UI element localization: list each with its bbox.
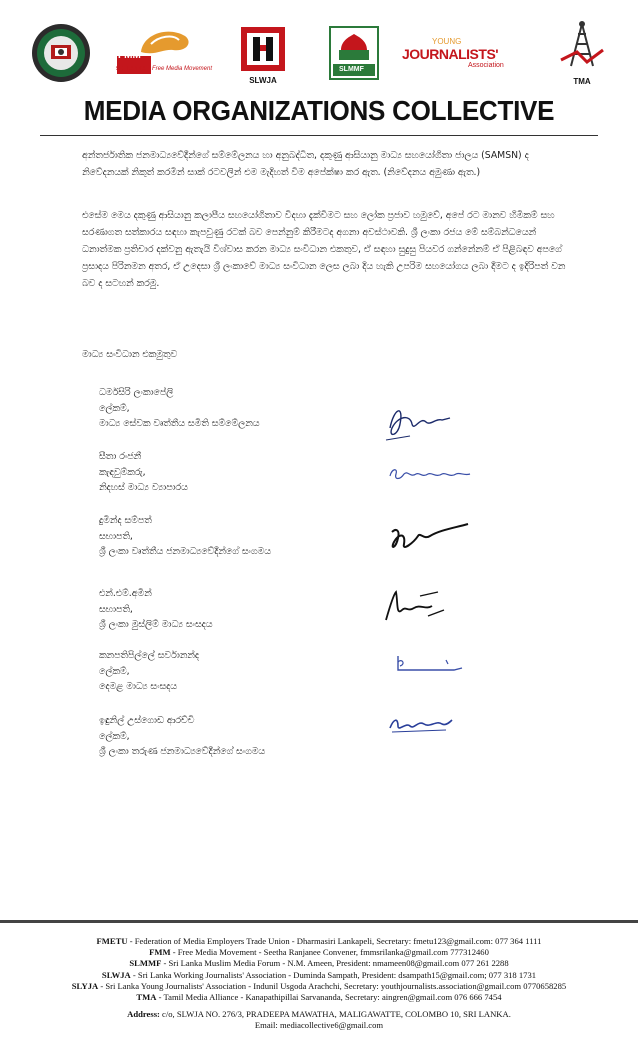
body-paragraph-2: එසේම මෙය දකුණු ආසියානු කලාපීය සහයෝගිතාව විදහා දැක්වීමට සහ ලෝක ප්‍රජාව හමුවේ, අපේ රට මානව හිමිකම් සහ සරණාගත සත්කාරය සඳහා කැපවුණු රටක් බව පෙන්නුම් කිරීමටද අගනා අවස්ථාවකි. ශ්‍රී ලංකා රජය මේ සම්බන්ධයෙන් ධනාත්මක ප්‍රතිචාර දක්වනු ඇතැයි විශ්වාස කරන මාධ්‍ය සංවිධාන එකතුව, ඒ සඳහා සුදුසු පියවර ගන්නේනම් ඒ පිළිබඳව අපගේ ප්‍රසාදය පිරිනමන අතර, ඒ උදෙසා ශ්‍රී ලංකාවේ මාධ්‍ය සංවිධාන ලෙස ලබා දිය හැකි උපරිම සහයෝගය ලබා දීමට ද ඉදිරිපත් වන බව ද සටහන් කරමු. [82,210,566,289]
footer-line [0,970,638,981]
signatory-role: සභාපති, [99,603,133,615]
title-divider [40,135,598,136]
yja-journalists-text: JOURNALISTS' [402,46,499,62]
fmm-logo [110,14,215,92]
address-label: Address: [127,1009,160,1020]
body-paragraph-1: අන්තර්ජාතික ජනමාධ්‍යවේදීන්ගේ සම්මේලනය හා අනුබද්ධිත, දකුණු ආසියානු මාධ්‍ය සහයෝගිතා ජාලය (SAMSN) ද නිවේදනයක් නිකුත් කරමින් සාක් රටවලින් එම මැදිහත් වීම අපේක්ෂා කර ඇත. (නිවේදනය අමුණා ඇත.) [82,150,529,178]
tma-logo-text: TMA [573,77,591,86]
signature-image [380,586,450,630]
yja-association-text: Association [468,62,504,69]
signatory-block [99,513,271,560]
address-text: c/o, SLWJA NO. 276/3, PRADEEPA MAWATHA, MALIGAWATTE, COLOMBO 10, SRI LANKA. [159,1009,511,1020]
fmetu-logo [30,14,92,92]
slwja-logo-text: SLWJA [249,76,277,85]
footer-line [0,936,638,947]
fmm-name-text: Free Media Movement [152,66,213,72]
footer-line-text: - Tamil Media Alliance - Kanapathipillai Sarvananda, Secretary: aingren@gmail.com 076 666 7454 [156,992,502,1003]
fmm-country-text: SRI LANKA [116,66,146,72]
signatory-org: ශ්‍රී ලංකා තරුණ ජනමාධ්‍යවේදීන්ගේ සංගමය [99,746,266,757]
tma-logo [554,14,610,92]
signatory-org: ශ්‍රී ලංකා මුස්ලිම් මාධ්‍ය සංසදය [99,619,213,630]
signatory-block [99,713,265,760]
footer-line-text: - Sri Lanka Young Journalists' Association - Indunil Usgoda Arachchi, Secretary: youthjournalists.association@gmail.com 0770658285 [98,980,567,991]
signatory-name: දුමින්ද සම්පත් [99,515,152,526]
signatory-role: ලේකම්, [99,402,130,414]
footer-abbr: FMM [149,947,171,958]
signatory-block [99,385,259,432]
signature-image [386,712,456,736]
footer-abbr: SLYJA [71,980,99,991]
signatory-role: ලේකම්, [99,730,130,742]
signatory-org: දෙමළ මාධ්‍ය සංසදය [99,681,177,692]
footer-abbr: TMA [136,992,157,1003]
signatory-name: කනපතිපිල්ලේ සර්වානන්ද [99,650,199,661]
signatory-block [99,648,199,695]
footer-line-text: - Free Media Movement - Seetha Ranjanee Convener, fmmsrilanka@gmail.com 777312460 [170,947,489,958]
signature-image [392,652,464,676]
signatory-org: මාධ්‍ය සේවක වෘත්තීය සමිති සම්මේලනය [99,418,260,429]
signatory-name: එන්.එම්.අමීන් [99,588,152,599]
signature-image [384,518,474,560]
footer-line [0,981,638,992]
yja-logo [402,14,528,92]
signatory-role: ලේකම්, [99,665,130,677]
footer-abbr: FMETU [96,936,128,946]
footer [0,936,638,1032]
footer-abbr: SLWJA [101,969,131,980]
signatory-name: සීතා රංජනී [99,451,142,462]
footer-line [0,947,638,958]
footer-email: Email: mediacollective6@gmail.com [254,1020,384,1031]
slmmf-logo [328,14,380,92]
yja-young-text: YOUNG [432,37,462,46]
footer-address [0,1009,638,1020]
signature-image [380,398,456,442]
footer-line-text: - Federation of Media Employers Trade Union - Dharmasiri Lankapeli, Secretary: fmetu123@gmail.com: 077 364 1111 [127,936,542,946]
footer-divider [0,920,638,923]
signature-image [386,462,476,486]
signatory-block [99,449,188,496]
footer-abbr: SLMMF [129,958,162,969]
slmmf-logo-text: SLMMF [339,66,364,73]
signatory-name: ඉඳුනිල් උස්ගොඩ ආරච්චි [99,715,195,726]
signatory-org: නිදහස් මාධ්‍ය ව්‍යාපාරය [99,482,188,493]
signatory-role: කැඳවුම්කරු, [99,466,146,478]
signatory-block [99,586,212,633]
collective-label: මාධ්‍ය සංවිධාන එකමුතුව [82,349,178,360]
logo-bar [24,14,619,94]
signatory-role: සභාපති, [99,530,133,542]
footer-line-text: - Sri Lanka Muslim Media Forum - N.M. Ameen, President: nmameen08@gmail.com 077 261 2288 [161,958,509,969]
signatory-org: ශ්‍රී ලංකා වෘත්තීය ජනමාධ්‍යවේදීන්ගේ සංගමය [99,546,271,557]
footer-line [0,958,638,969]
page-title: MEDIA ORGANIZATIONS COLLECTIVE [83,95,555,126]
signatory-name: ධර්මසිරි ලංකාපේලි [99,387,174,398]
slwja-logo [236,14,290,92]
footer-line-text: - Sri Lanka Working Journalists' Association - Duminda Sampath, President: dsampath15@gmail.com; 077 318 1731 [130,969,537,980]
fmm-logo-text: FMM [118,50,141,61]
footer-line [0,992,638,1003]
